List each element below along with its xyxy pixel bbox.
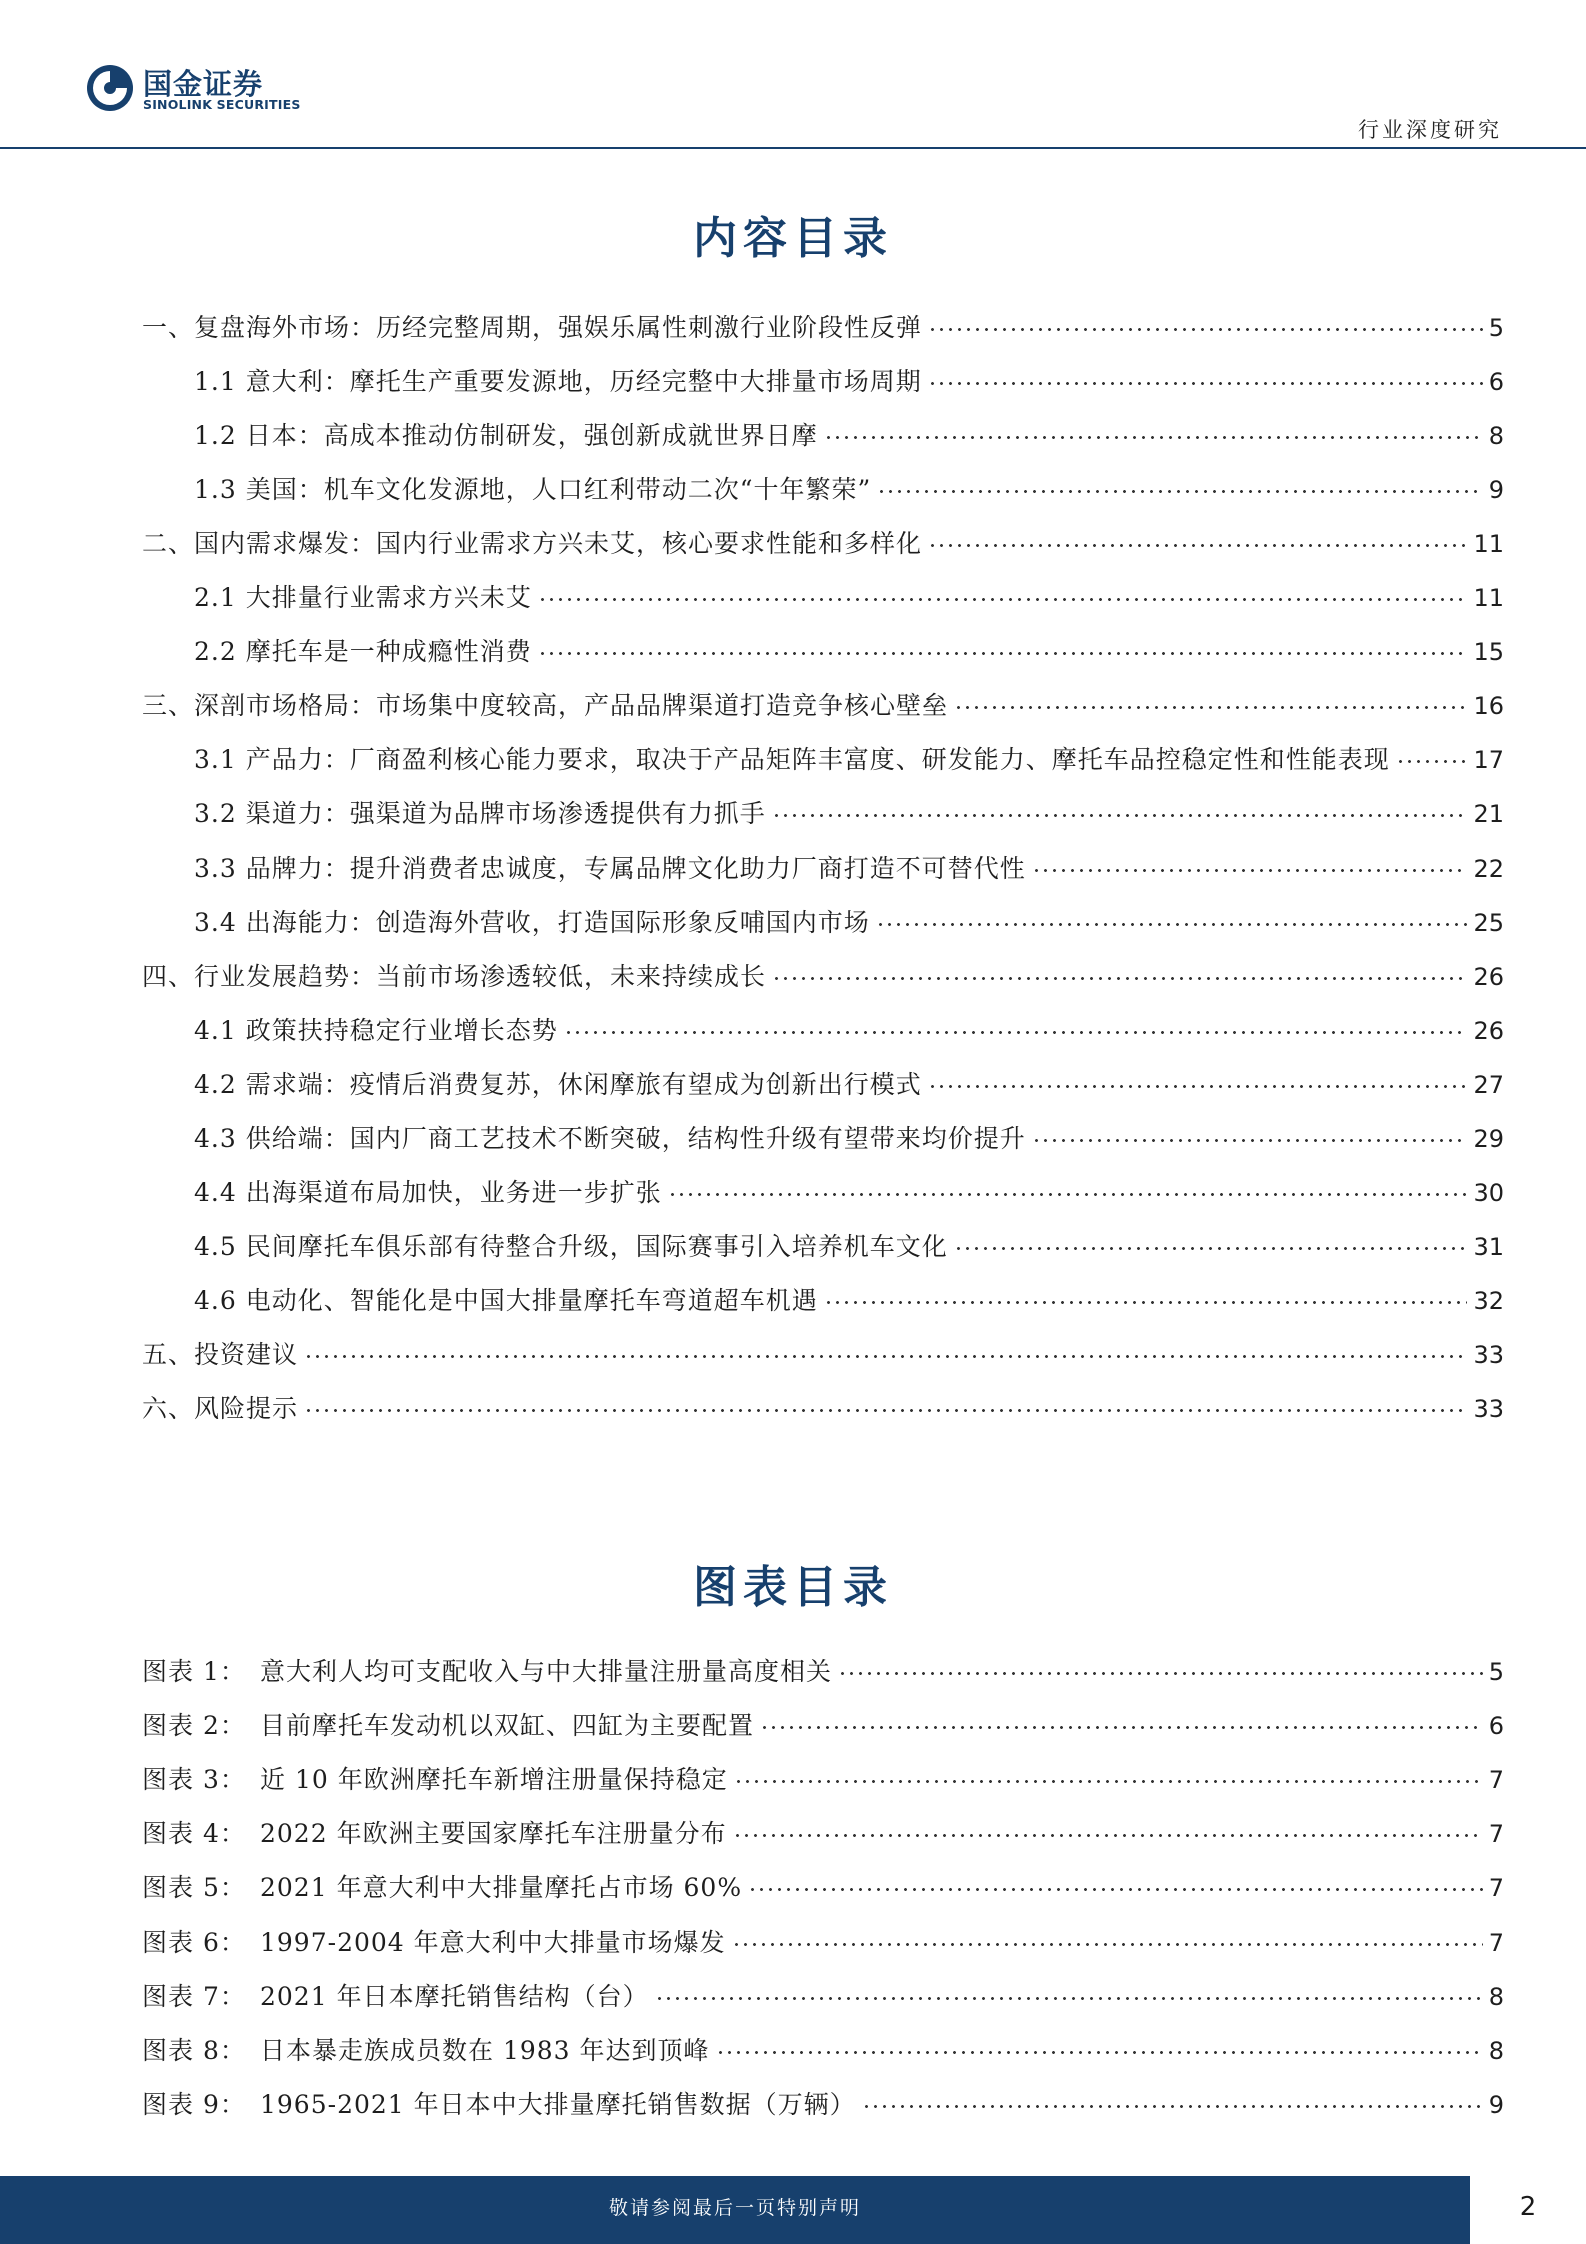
entry-page-number: 11 — [1473, 584, 1504, 612]
page-header — [0, 0, 1586, 150]
page-number-box — [1470, 2176, 1586, 2244]
entry-title — [194, 580, 532, 616]
entry-title — [194, 905, 870, 941]
toc-entry[interactable] — [194, 1165, 1504, 1207]
entry-text: 意大利人均可支配收入与中大排量注册量高度相关 — [260, 1657, 833, 1686]
entry-title — [194, 1283, 818, 1319]
dot-leader — [538, 624, 1468, 660]
page-footer — [0, 2176, 1586, 2244]
entry-page-number: 7 — [1488, 1929, 1504, 1957]
footer-disclaimer: 敬请参阅最后一页特别声明 — [608, 2197, 861, 2219]
entry-text: 四、行业发展趋势：当前市场渗透较低，未来持续成长 — [142, 962, 767, 991]
dot-leader — [862, 2077, 1483, 2113]
entry-text: 3.3 品牌力：提升消费者忠诚度，专属品牌文化助力厂商打造不可替代性 — [194, 854, 1026, 883]
dot-leader — [538, 570, 1468, 606]
entry-title — [194, 364, 922, 400]
entry-page-number: 6 — [1488, 1712, 1504, 1740]
dot-leader — [772, 786, 1468, 822]
dot-leader — [877, 462, 1482, 498]
entry-page-number: 5 — [1488, 1658, 1504, 1686]
dot-leader — [954, 678, 1467, 714]
entry-text: 近 10 年欧洲摩托车新增注册量保持稳定 — [260, 1765, 728, 1794]
entry-title — [194, 851, 1026, 887]
brand-name-cn: 国金证券 — [143, 67, 264, 101]
dot-leader — [564, 1003, 1468, 1039]
entry-page-number: 9 — [1488, 2091, 1504, 2119]
entry-title — [142, 1870, 742, 1906]
figure-entry[interactable] — [142, 1915, 1504, 1957]
figure-label: 图表 6： — [142, 1928, 246, 1957]
entry-title — [194, 634, 532, 670]
entry-page-number: 8 — [1488, 1983, 1504, 2011]
entry-page-number: 25 — [1473, 909, 1504, 937]
entry-page-number: 7 — [1488, 1820, 1504, 1848]
entry-title — [142, 2087, 856, 2123]
brand-logo — [86, 64, 326, 112]
entry-title — [142, 1708, 754, 1744]
figure-entry[interactable] — [142, 2023, 1504, 2065]
dot-leader — [824, 408, 1483, 444]
entry-text: 2022 年欧洲主要国家摩托车注册量分布 — [260, 1819, 727, 1848]
entry-text: 4.4 出海渠道布局加快，业务进一步扩张 — [194, 1178, 662, 1207]
dot-leader — [824, 1273, 1468, 1309]
dot-leader — [928, 354, 1483, 390]
toc-entry[interactable] — [142, 949, 1504, 991]
toc-entry[interactable] — [194, 895, 1504, 937]
dot-leader — [748, 1860, 1483, 1896]
entry-title — [142, 1391, 298, 1427]
dot-leader — [668, 1165, 1468, 1201]
entry-title — [194, 742, 1390, 778]
entry-text: 4.2 需求端：疫情后消费复苏，休闲摩旅有望成为创新出行模式 — [194, 1070, 922, 1099]
entry-page-number: 6 — [1488, 368, 1504, 396]
dot-leader — [1396, 732, 1468, 768]
figure-list-title: 图表目录 — [693, 1562, 893, 1613]
entry-text: 一、复盘海外市场：历经完整周期，强娱乐属性刺激行业阶段性反弹 — [142, 313, 923, 342]
entry-text: 三、深剖市场格局：市场集中度较高，产品品牌渠道打造竞争核心壁垒 — [142, 691, 949, 720]
toc-entry[interactable] — [194, 1111, 1504, 1153]
toc-entry[interactable] — [194, 624, 1504, 666]
toc-title: 内容目录 — [693, 213, 893, 264]
entry-page-number: 22 — [1473, 855, 1504, 883]
dot-leader — [304, 1381, 1467, 1417]
dot-leader — [928, 300, 1483, 336]
toc-entry[interactable] — [194, 408, 1504, 450]
figure-entry[interactable] — [142, 1860, 1504, 1902]
entry-title — [142, 310, 922, 346]
toc-entry[interactable] — [194, 1219, 1504, 1261]
entry-text: 4.3 供给端：国内厂商工艺技术不断突破，结构性升级有望带来均价提升 — [194, 1124, 1026, 1153]
entry-title — [194, 1229, 948, 1265]
dot-leader — [928, 516, 1467, 552]
entry-text: 4.1 政策扶持稳定行业增长态势 — [194, 1016, 558, 1045]
dot-leader — [734, 1752, 1483, 1788]
dot-leader — [716, 2023, 1483, 2059]
entry-title — [194, 1067, 922, 1103]
entry-title — [142, 1925, 726, 1961]
entry-page-number: 26 — [1473, 963, 1504, 991]
entry-text: 4.5 民间摩托车俱乐部有待整合升级，国际赛事引入培养机车文化 — [194, 1232, 948, 1261]
dot-leader — [772, 949, 1467, 985]
entry-text: 3.2 渠道力：强渠道为品牌市场渗透提供有力抓手 — [194, 799, 766, 828]
entry-text: 日本暴走族成员数在 1983 年达到顶峰 — [260, 2036, 710, 2065]
entry-page-number: 7 — [1488, 1766, 1504, 1794]
figure-entry[interactable] — [142, 1698, 1504, 1740]
entry-page-number: 33 — [1473, 1395, 1504, 1423]
dot-leader — [876, 895, 1468, 931]
figure-label: 图表 3： — [142, 1765, 246, 1794]
figure-entry[interactable] — [142, 1644, 1504, 1686]
entry-page-number: 7 — [1488, 1874, 1504, 1902]
entry-text: 1965-2021 年日本中大排量摩托销售数据（万辆） — [260, 2090, 856, 2119]
entry-title — [142, 1816, 727, 1852]
entry-text: 1.1 意大利：摩托生产重要发源地，历经完整中大排量市场周期 — [194, 367, 922, 396]
entry-title — [142, 526, 922, 562]
entry-page-number: 8 — [1488, 2037, 1504, 2065]
entry-page-number: 31 — [1473, 1233, 1504, 1261]
entry-title — [194, 1121, 1026, 1157]
figure-entry[interactable] — [142, 1806, 1504, 1848]
figure-label: 图表 7： — [142, 1982, 246, 2011]
dot-leader — [304, 1327, 1467, 1363]
entry-text: 2.1 大排量行业需求方兴未艾 — [194, 583, 532, 612]
figure-label: 图表 4： — [142, 1819, 246, 1848]
dot-leader — [838, 1644, 1483, 1680]
entry-text: 六、风险提示 — [142, 1394, 299, 1423]
figure-entry[interactable] — [142, 1969, 1504, 2011]
entry-title — [194, 1013, 558, 1049]
entry-page-number: 33 — [1473, 1341, 1504, 1369]
toc-entry[interactable] — [194, 1273, 1504, 1315]
dot-leader — [733, 1806, 1483, 1842]
entry-title — [194, 1175, 662, 1211]
toc-entry[interactable] — [142, 516, 1504, 558]
entry-page-number: 16 — [1473, 692, 1504, 720]
figure-label: 图表 2： — [142, 1711, 246, 1740]
entry-text: 3.1 产品力：厂商盈利核心能力要求，取决于产品矩阵丰富度、研发能力、摩托车品控稳定性和性能表现 — [194, 745, 1390, 774]
entry-text: 4.6 电动化、智能化是中国大排量摩托车弯道超车机遇 — [194, 1286, 818, 1315]
entry-page-number: 30 — [1473, 1179, 1504, 1207]
entry-text: 2021 年日本摩托销售结构（台） — [260, 1982, 649, 2011]
entry-text: 1.2 日本：高成本推动仿制研发，强创新成就世界日摩 — [194, 421, 818, 450]
page-number: 2 — [1519, 2192, 1537, 2222]
toc-entry[interactable] — [194, 1003, 1504, 1045]
dot-leader — [655, 1969, 1483, 2005]
toc-entry[interactable] — [142, 300, 1504, 342]
toc-entry[interactable] — [194, 732, 1504, 774]
figure-entry[interactable] — [142, 1752, 1504, 1794]
entry-title — [142, 1762, 728, 1798]
entry-title — [194, 418, 818, 454]
entry-page-number: 11 — [1473, 530, 1504, 558]
entry-page-number: 9 — [1488, 476, 1504, 504]
entry-text: 目前摩托车发动机以双缸、四缸为主要配置 — [260, 1711, 755, 1740]
brand-name-en: SINOLINK SECURITIES — [143, 97, 301, 112]
entry-page-number: 29 — [1473, 1125, 1504, 1153]
entry-title — [194, 796, 766, 832]
toc-entry[interactable] — [194, 462, 1504, 504]
entry-page-number: 32 — [1473, 1287, 1504, 1315]
figure-label: 图表 5： — [142, 1873, 246, 1902]
dot-leader — [732, 1915, 1483, 1951]
figure-label: 图表 8： — [142, 2036, 246, 2065]
entry-text: 1.3 美国：机车文化发源地，人口红利带动二次“十年繁荣” — [194, 475, 872, 504]
entry-title — [194, 472, 871, 508]
entry-page-number: 27 — [1473, 1071, 1504, 1099]
entry-title — [142, 1654, 832, 1690]
entry-title — [142, 688, 948, 724]
dot-leader — [954, 1219, 1468, 1255]
entry-page-number: 15 — [1473, 638, 1504, 666]
entry-title — [142, 2033, 710, 2069]
figure-label: 图表 9： — [142, 2090, 246, 2119]
toc-entry[interactable] — [194, 354, 1504, 396]
toc-entry[interactable] — [142, 1327, 1504, 1369]
entry-page-number: 26 — [1473, 1017, 1504, 1045]
toc-entry[interactable] — [194, 841, 1504, 883]
entry-page-number: 5 — [1488, 314, 1504, 342]
entry-page-number: 21 — [1473, 800, 1504, 828]
dot-leader — [928, 1057, 1468, 1093]
figure-label: 图表 1： — [142, 1657, 246, 1686]
toc-entry[interactable] — [142, 678, 1504, 720]
entry-title — [142, 959, 766, 995]
entry-title — [142, 1979, 649, 2015]
dot-leader — [1032, 841, 1468, 877]
toc-entry[interactable] — [142, 1381, 1504, 1423]
sinolink-logo-icon — [86, 64, 134, 112]
entry-text: 二、国内需求爆发：国内行业需求方兴未艾，核心要求性能和多样化 — [142, 529, 923, 558]
entry-text: 2021 年意大利中大排量摩托占市场 60% — [260, 1873, 743, 1902]
toc-entry[interactable] — [194, 1057, 1504, 1099]
toc-entry[interactable] — [194, 570, 1504, 612]
dot-leader — [760, 1698, 1483, 1734]
entry-title — [142, 1337, 298, 1373]
header-divider — [0, 147, 1586, 149]
dot-leader — [1032, 1111, 1468, 1147]
figure-entry[interactable] — [142, 2077, 1504, 2119]
entry-text: 3.4 出海能力：创造海外营收，打造国际形象反哺国内市场 — [194, 908, 870, 937]
entry-page-number: 17 — [1473, 746, 1504, 774]
entry-page-number: 8 — [1488, 422, 1504, 450]
entry-text: 2.2 摩托车是一种成瘾性消费 — [194, 637, 532, 666]
entry-text: 五、投资建议 — [142, 1340, 299, 1369]
toc-entry[interactable] — [194, 786, 1504, 828]
entry-text: 1997-2004 年意大利中大排量市场爆发 — [260, 1928, 726, 1957]
report-type-label: 行业深度研究 — [1358, 118, 1502, 142]
